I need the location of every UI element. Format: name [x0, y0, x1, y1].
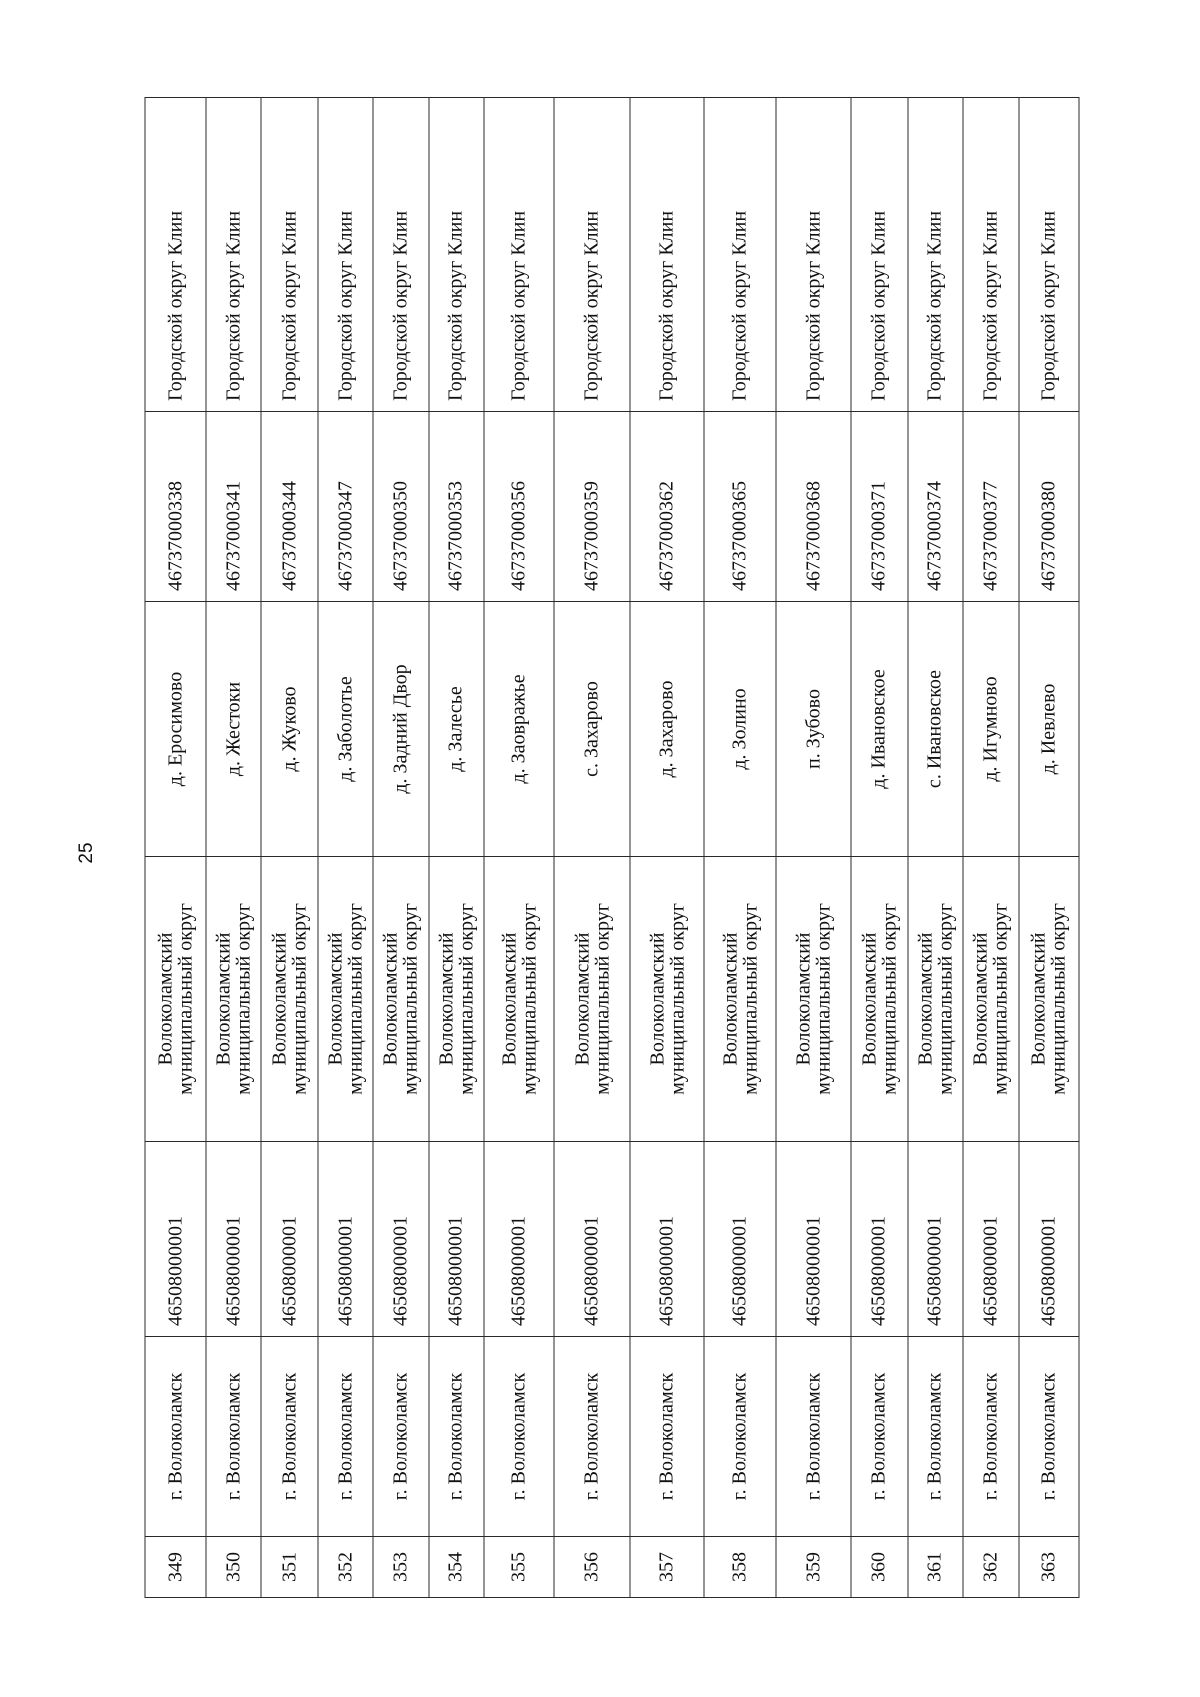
row-target-district: Городской округ Клин — [554, 98, 630, 412]
row-district — [630, 857, 704, 1142]
table-row — [318, 98, 373, 1598]
row-target-district: Городской округ Клин — [851, 98, 908, 412]
district-line-1: Волоколамский — [324, 932, 347, 1066]
row-code-oktmo-target: 46737000350 — [373, 412, 429, 602]
row-district — [373, 857, 429, 1142]
settlement-table — [145, 97, 1080, 1598]
table-row — [630, 98, 704, 1598]
row-code-oktmo-source: 46508000001 — [318, 1142, 373, 1337]
row-code-oktmo-target: 46737000377 — [963, 412, 1019, 602]
district-line-2: муниципальный округ — [989, 903, 1012, 1095]
row-target-district: Городской округ Клин — [776, 98, 851, 412]
row-number: 360 — [851, 1537, 908, 1598]
table-row — [145, 98, 206, 1598]
district-line-1: Волоколамский — [379, 932, 402, 1066]
table-row — [261, 98, 318, 1598]
row-city: г. Волоколамск — [908, 1337, 963, 1537]
table-row — [206, 98, 261, 1598]
row-target-district: Городской округ Клин — [206, 98, 261, 412]
table-row — [851, 98, 908, 1598]
row-district — [145, 857, 206, 1142]
district-line-2: муниципальный округ — [232, 903, 255, 1095]
row-settlement: д. Жуково — [261, 602, 318, 857]
district-line-1: Волоколамский — [858, 932, 881, 1066]
row-number: 355 — [484, 1537, 555, 1598]
row-code-oktmo-target: 46737000356 — [484, 412, 555, 602]
row-district — [206, 857, 261, 1142]
row-city: г. Волоколамск — [851, 1337, 908, 1537]
row-settlement: п. Зубово — [776, 602, 851, 857]
table-row — [429, 98, 484, 1598]
row-city: г. Волоколамск — [145, 1337, 206, 1537]
row-city: г. Волоколамск — [429, 1337, 484, 1537]
row-code-oktmo-source: 46508000001 — [851, 1142, 908, 1337]
row-target-district: Городской округ Клин — [429, 98, 484, 412]
row-code-oktmo-source: 46508000001 — [963, 1142, 1019, 1337]
district-line-2: муниципальный округ — [518, 903, 541, 1095]
settlement-table-frame — [145, 98, 1080, 1598]
row-target-district: Городской округ Клин — [630, 98, 704, 412]
row-district — [776, 857, 851, 1142]
row-settlement: д. Жестоки — [206, 602, 261, 857]
row-district — [484, 857, 555, 1142]
row-code-oktmo-target: 46737000368 — [776, 412, 851, 602]
district-line-2: муниципальный округ — [455, 903, 478, 1095]
row-number: 350 — [206, 1537, 261, 1598]
district-line-2: муниципальный округ — [666, 903, 689, 1095]
row-code-oktmo-source: 46508000001 — [261, 1142, 318, 1337]
row-number: 356 — [554, 1537, 630, 1598]
row-district — [318, 857, 373, 1142]
row-code-oktmo-source: 46508000001 — [1019, 1142, 1079, 1337]
row-city: г. Волоколамск — [484, 1337, 555, 1537]
row-code-oktmo-target: 46737000365 — [704, 412, 776, 602]
row-district — [851, 857, 908, 1142]
district-line-1: Волоколамский — [435, 932, 458, 1066]
row-settlement: с. Захарово — [554, 602, 630, 857]
district-line-1: Волоколамский — [969, 932, 992, 1066]
row-district — [554, 857, 630, 1142]
row-settlement: д. Заовражье — [484, 602, 555, 857]
row-target-district: Городской округ Клин — [145, 98, 206, 412]
row-number: 363 — [1019, 1537, 1079, 1598]
row-target-district: Городской округ Клин — [373, 98, 429, 412]
row-settlement: д. Залесье — [429, 602, 484, 857]
district-line-2: муниципальный округ — [1047, 903, 1070, 1095]
row-target-district: Городской округ Клин — [484, 98, 555, 412]
row-number: 359 — [776, 1537, 851, 1598]
district-line-2: муниципальный округ — [344, 903, 367, 1095]
row-number: 357 — [630, 1537, 704, 1598]
row-city: г. Волоколамск — [776, 1337, 851, 1537]
table-row — [1019, 98, 1079, 1598]
row-number: 351 — [261, 1537, 318, 1598]
row-code-oktmo-target: 46737000374 — [908, 412, 963, 602]
row-city: г. Волоколамск — [963, 1337, 1019, 1537]
district-line-1: Волоколамский — [268, 932, 291, 1066]
row-district — [704, 857, 776, 1142]
district-line-2: муниципальный округ — [591, 903, 614, 1095]
row-settlement: д. Ивановское — [851, 602, 908, 857]
row-code-oktmo-target: 46737000359 — [554, 412, 630, 602]
row-code-oktmo-target: 46737000362 — [630, 412, 704, 602]
district-line-1: Волоколамский — [212, 932, 235, 1066]
row-city: г. Волоколамск — [261, 1337, 318, 1537]
page-number: 25 — [76, 842, 97, 864]
row-number: 362 — [963, 1537, 1019, 1598]
table-row — [704, 98, 776, 1598]
row-district — [908, 857, 963, 1142]
row-code-oktmo-source: 46508000001 — [704, 1142, 776, 1337]
district-line-2: муниципальный округ — [934, 903, 957, 1095]
table-row — [484, 98, 555, 1598]
district-line-1: Волоколамский — [154, 932, 177, 1066]
row-number: 358 — [704, 1537, 776, 1598]
row-city: г. Волоколамск — [373, 1337, 429, 1537]
row-code-oktmo-source: 46508000001 — [484, 1142, 555, 1337]
row-settlement: д. Иевлево — [1019, 602, 1079, 857]
row-code-oktmo-target: 46737000338 — [145, 412, 206, 602]
row-settlement: д. Золино — [704, 602, 776, 857]
row-city: г. Волоколамск — [206, 1337, 261, 1537]
table-row — [554, 98, 630, 1598]
row-code-oktmo-source: 46508000001 — [630, 1142, 704, 1337]
row-code-oktmo-target: 46737000353 — [429, 412, 484, 602]
district-line-2: муниципальный округ — [399, 903, 422, 1095]
district-line-2: муниципальный округ — [174, 903, 197, 1095]
row-code-oktmo-source: 46508000001 — [554, 1142, 630, 1337]
row-settlement: д. Задний Двор — [373, 602, 429, 857]
district-line-1: Волоколамский — [719, 932, 742, 1066]
row-code-oktmo-target: 46737000380 — [1019, 412, 1079, 602]
row-code-oktmo-source: 46508000001 — [776, 1142, 851, 1337]
district-line-1: Волоколамский — [914, 932, 937, 1066]
row-code-oktmo-source: 46508000001 — [373, 1142, 429, 1337]
table-row — [908, 98, 963, 1598]
row-code-oktmo-target: 46737000371 — [851, 412, 908, 602]
row-code-oktmo-target: 46737000347 — [318, 412, 373, 602]
row-target-district: Городской округ Клин — [704, 98, 776, 412]
row-number: 361 — [908, 1537, 963, 1598]
row-settlement: с. Ивановское — [908, 602, 963, 857]
district-line-1: Волоколамский — [646, 932, 669, 1066]
row-city: г. Волоколамск — [630, 1337, 704, 1537]
row-target-district: Городской округ Клин — [318, 98, 373, 412]
row-number: 349 — [145, 1537, 206, 1598]
row-district — [963, 857, 1019, 1142]
row-district — [429, 857, 484, 1142]
row-code-oktmo-source: 46508000001 — [429, 1142, 484, 1337]
row-settlement: д. Игумново — [963, 602, 1019, 857]
row-number: 352 — [318, 1537, 373, 1598]
row-target-district: Городской округ Клин — [1019, 98, 1079, 412]
row-settlement: д. Захарово — [630, 602, 704, 857]
row-district — [261, 857, 318, 1142]
district-line-1: Волоколамский — [571, 932, 594, 1066]
row-code-oktmo-source: 46508000001 — [145, 1142, 206, 1337]
row-settlement: д. Еросимово — [145, 602, 206, 857]
row-settlement: д. Заболотье — [318, 602, 373, 857]
district-line-1: Волоколамский — [498, 932, 521, 1066]
row-target-district: Городской округ Клин — [963, 98, 1019, 412]
row-number: 353 — [373, 1537, 429, 1598]
table-row — [963, 98, 1019, 1598]
row-code-oktmo-target: 46737000341 — [206, 412, 261, 602]
row-code-oktmo-target: 46737000344 — [261, 412, 318, 602]
table-body — [145, 98, 1079, 1598]
row-city: г. Волоколамск — [554, 1337, 630, 1537]
district-line-1: Волоколамский — [1027, 932, 1050, 1066]
row-city: г. Волоколамск — [704, 1337, 776, 1537]
row-code-oktmo-source: 46508000001 — [908, 1142, 963, 1337]
district-line-2: муниципальный округ — [812, 903, 835, 1095]
table-row — [373, 98, 429, 1598]
table-row — [776, 98, 851, 1598]
row-target-district: Городской округ Клин — [908, 98, 963, 412]
row-target-district: Городской округ Клин — [261, 98, 318, 412]
row-city: г. Волоколамск — [1019, 1337, 1079, 1537]
row-number: 354 — [429, 1537, 484, 1598]
row-code-oktmo-source: 46508000001 — [206, 1142, 261, 1337]
district-line-1: Волоколамский — [792, 932, 815, 1066]
district-line-2: муниципальный округ — [739, 903, 762, 1095]
row-city: г. Волоколамск — [318, 1337, 373, 1537]
row-district — [1019, 857, 1079, 1142]
district-line-2: муниципальный округ — [288, 903, 311, 1095]
district-line-2: муниципальный округ — [878, 903, 901, 1095]
